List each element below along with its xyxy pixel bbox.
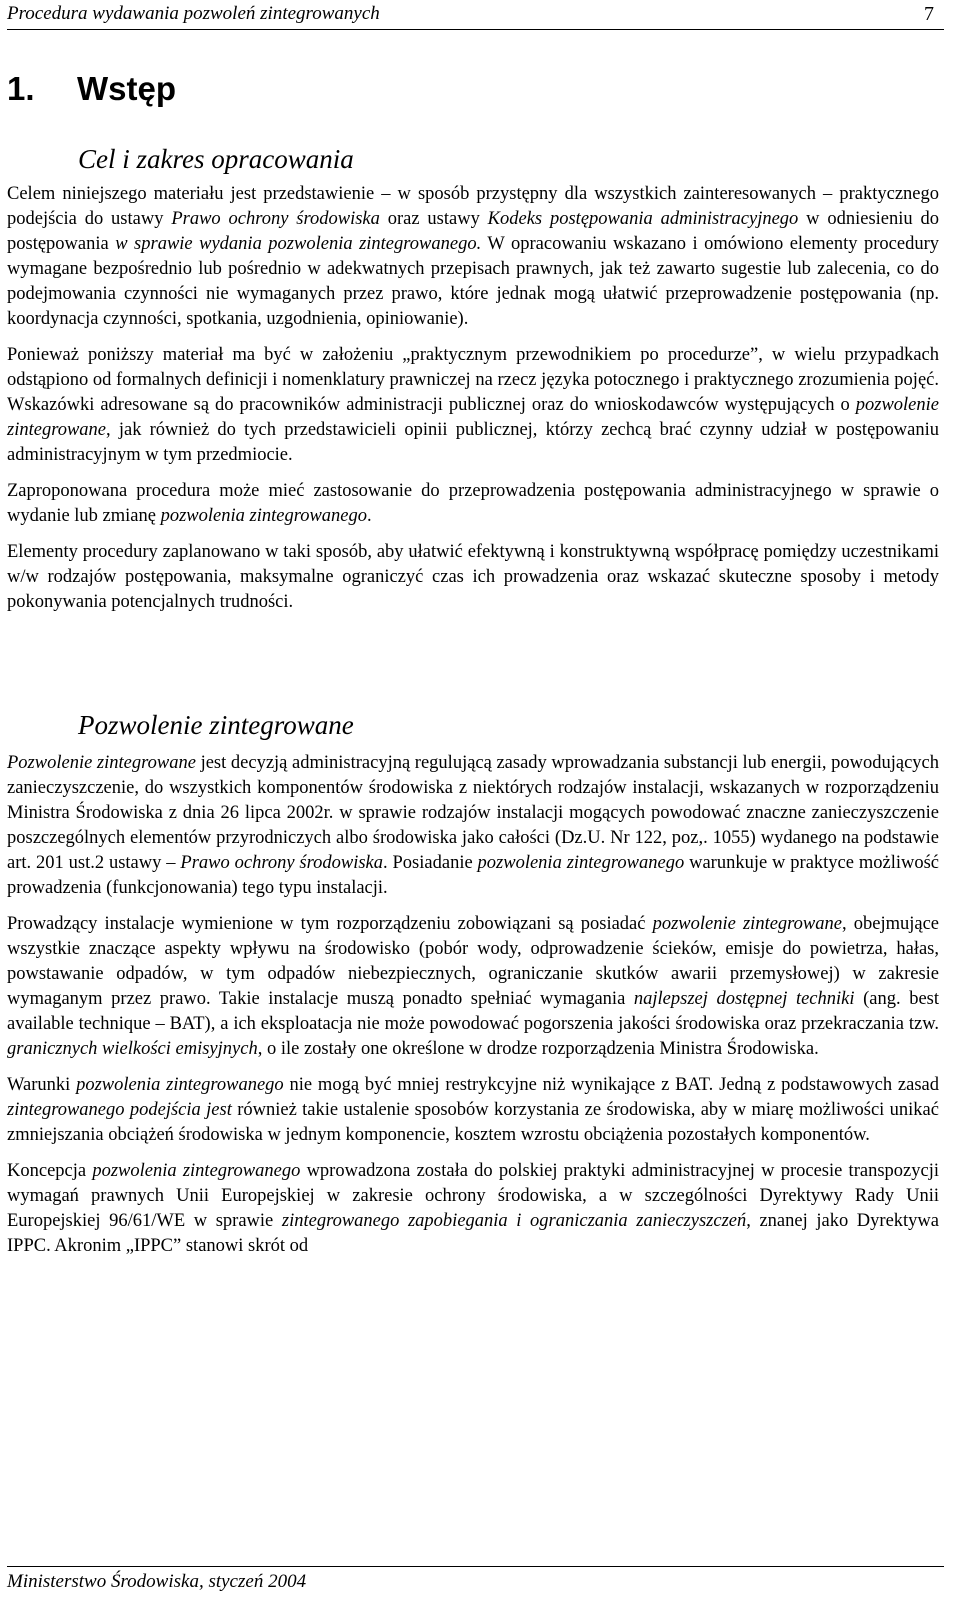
section-heading-cel-i-zakres: Cel i zakres opracowania [78, 144, 354, 174]
paragraph: Celem niniejszego materiału jest przedstawienie – w sposób przystępny dla wszystkich zainteresowanych – praktycznego podejścia do ustawy Prawo ochrony środowiska oraz ustawy Kodeks postępowania administracyjnego w odniesieniu do postępowania w sprawie wydania pozwolenia zintegrowanego. W opracowaniu wskazano i omówiono elementy procedury wymagane bezpośrednio lub pośrednio w adekwatnych przepisach prawnych, jak też zawarto sugestie lub zalecenia, co do podejmowania czynności nie wymaganych przez prawo, które jednak mogą ułatwić przeprowadzenie postępowania (np. koordynacja czynności, spotkania, uzgodnienia, opiniowanie). [7, 184, 940, 329]
section-body-cel-i-zakres [7, 182, 939, 626]
paragraph: Warunki pozwolenia zintegrowanego nie mogą być mniej restrykcyjne niż wynikające z BAT. Jedną z podstawowych zasad zintegrowanego podejścia jest również takie ustalenie sposobów korzystania ze środowiska, aby w miarę możliwości unikać zmniejszania obciążeń środowiska w jednym komponencie, kosztem wzrostu obciążenia pozostałych komponentów. [7, 1075, 939, 1145]
section-heading-pozwolenie-zintegrowane: Pozwolenie zintegrowane [78, 710, 354, 740]
chapter-number: 1. [7, 70, 35, 107]
running-footer: Ministerstwo Środowiska, styczeń 2004 [7, 1566, 944, 1594]
paragraph: Pozwolenie zintegrowane jest decyzją administracyjną regulującą zasady wprowadzania substancji lub energii, powodujących zanieczyszczenie, do wszystkich komponentów środowiska z niektórych rodzajów instalacji, wskazanych w rozporządzeniu Ministra Środowiska z dnia 26 lipca 2002r. w sprawie rodzajów instalacji mogących powodować znaczne zanieczyszczenie poszczególnych elementów przyrodniczych albo środowiska jako całości (Dz.U. Nr 122, poz,. 1055) wydanego na podstawie art. 201 ust.2 ustawy – Prawo ochrony środowiska. Posiadanie pozwolenia zintegrowanego warunkuje w praktyce możliwość prowadzenia (funkcjonowania) tego typu instalacji. [7, 753, 940, 898]
chapter-title: Wstęp [77, 70, 176, 107]
header-title: Procedura wydawania pozwoleń zintegrowanych [7, 3, 380, 24]
paragraph: Koncepcja pozwolenia zintegrowanego wprowadzona została do polskiej praktyki administracyjnej w procesie transpozycji wymagań prawnych Unii Europejskiej w zakresie ochrony środowiska, a w szczególności Dyrektywy Rady Unii Europejskiej 96/61/WE w sprawie zintegrowanego zapobiegania i ograniczania zanieczyszczeń, znanej jako Dyrektywa IPPC. Akronim „IPPC” stanowi skrót od [7, 1161, 940, 1256]
paragraph: Ponieważ poniższy materiał ma być w założeniu „praktycznym przewodnikiem po procedurze”, w wielu przypadkach odstąpiono od formalnych definicji i nomenklatury prawniczej na rzecz języka potocznego i praktycznego zrozumienia pojęć. Wskazówki adresowane są do pracowników administracji publicznej oraz do wnioskodawców występujących o pozwolenie zintegrowane, jak również do tych przedstawicieli opinii publicznej, którzy zechcą brać czynny udział w postępowaniu administracyjnym w tym przedmiocie. [7, 345, 939, 465]
paragraph: Prowadzący instalacje wymienione w tym rozporządzeniu zobowiązani są posiadać pozwolenie zintegrowane, obejmujące wszystkie znaczące aspekty wpływu na środowisko (pobór wody, odprowadzenie ścieków, emisje do powietrza, hałas, powstawanie odpadów, w tym odpadów niebezpiecznych, ograniczanie skutków awarii przemysłowej) w zakresie wymaganym przez prawo. Takie instalacje muszą ponadto spełniać wymagania najlepszej dostępnej techniki (ang. best available technique – BAT), a ich eksploatacja nie może powodować pogorszenia jakości środowiska oraz przekraczania tzw. granicznych wielkości emisyjnych, o ile zostały one określone w drodze rozporządzenia Ministra Środowiska. [7, 914, 939, 1059]
running-header [7, 2, 944, 30]
section-body-pozwolenie-zintegrowane [7, 751, 939, 1270]
page-number: 7 [924, 3, 934, 25]
paragraph: Elementy procedury zaplanowano w taki sposób, aby ułatwić efektywną i konstruktywną współpracę pomiędzy uczestnikami w/w rodzajów postępowania, maksymalne ograniczyć czas ich prowadzenia oraz wskazać skuteczne sposoby i metody pokonywania potencjalnych trudności. [7, 542, 939, 612]
chapter-heading [7, 70, 176, 108]
paragraph: Zaproponowana procedura może mieć zastosowanie do przeprowadzenia postępowania administracyjnego w sprawie o wydanie lub zmianę pozwolenia zintegrowanego. [7, 481, 939, 526]
